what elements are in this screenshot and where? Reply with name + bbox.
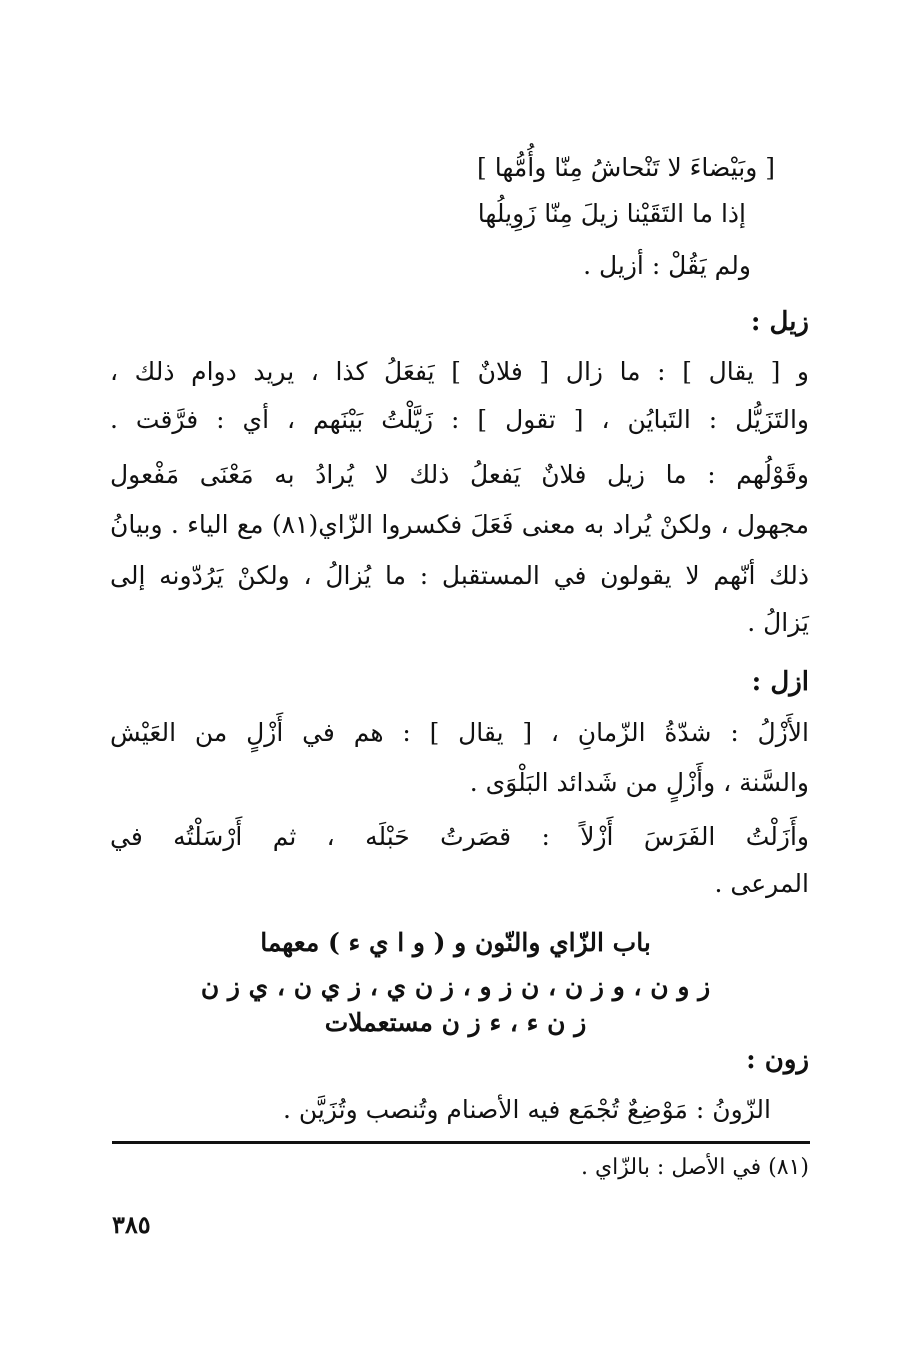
text-line: والتَزَيُّل : التَبايُن ، [ تقول ] : زَيَّلْتُ بَيْنَهم ، أي : فرَّقت . xyxy=(110,405,809,434)
text-line: المرعى . xyxy=(714,869,809,898)
text-line: يَزالُ . xyxy=(747,608,809,637)
chapter-title: باب الزّاي والنّون و ( و ا ي ء ) معهما xyxy=(260,928,651,957)
text-line: ذلك أنّهم لا يقولون في المستقبل : ما يُزالُ ، ولكنْ يَرُدّونه إلى xyxy=(110,561,809,590)
text-line: وقَوْلُهم : ما زيل فلانٌ يَفعلُ ذلك لا يُرادُ به مَعْنَى مَفْعول xyxy=(110,460,809,489)
footnote-rule xyxy=(112,1141,810,1144)
text-line: و [ يقال ] : ما زال [ فلانٌ ] يَفعَلُ كذا ، يريد دوام ذلك ، xyxy=(110,357,809,386)
text-line: والسَّنة ، وأَزْلٍ من شَدائد البَلْوَى . xyxy=(469,768,809,797)
text-line: مجهول ، ولكنْ يُراد به معنى فَعَلَ فكسروا الزّاي(٨١) مع الياء . وبيانُ xyxy=(110,510,809,539)
text-line: وأَزَلْتُ الفَرَسَ أَزْلاً : قصَرتُ حَبْلَه ، ثم أَرْسَلْتُه في xyxy=(110,822,809,851)
chapter-roots-line-1: ز و ن ، و ز ن ، ن ز و ، ز ن ي ، ز ي ن ، ي ز ن xyxy=(200,972,711,1001)
entry-heading-azl: ازل : xyxy=(751,667,809,697)
entry-heading-zun: زون : xyxy=(746,1045,809,1075)
chapter-roots-line-2: ز ن ء ، ء ز ن مستعملات xyxy=(324,1008,587,1037)
page-number: ٣٨٥ xyxy=(112,1210,151,1239)
verse-line-2: إذا ما التَقَيْنا زيلَ مِنّا زَوِيلُها xyxy=(477,199,746,228)
verse-line-1: [ وبَيْضاءَ لا تَنْحاشُ مِنّا وأُمُّها ] xyxy=(477,153,775,182)
footnote: (٨١) في الأصل : بالزّاي . xyxy=(580,1155,809,1180)
entry-heading-zil: زيل : xyxy=(750,307,809,337)
text-line: الأَزْلُ : شدّةُ الزّمانِ ، [ يقال ] : هم في أَزْلٍ من العَيْش xyxy=(110,718,809,747)
text-line: الزّونُ : مَوْضِعٌ تُجْمَع فيه الأصنام وتُنصب وتُزَيَّن . xyxy=(282,1095,771,1124)
text-line: ولم يَقُلْ : أزيل . xyxy=(583,251,751,280)
